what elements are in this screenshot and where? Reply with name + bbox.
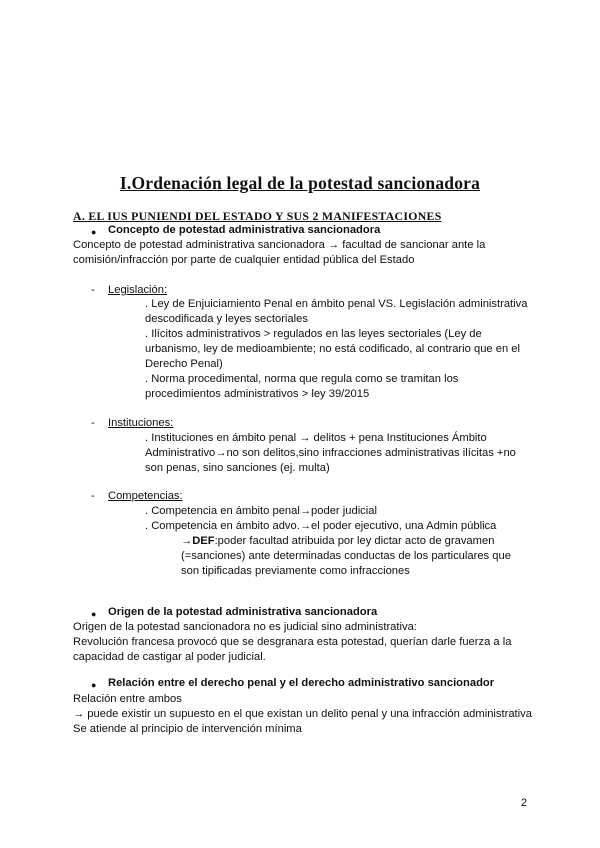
legislacion-label: Legislación: — [108, 284, 168, 296]
concepto-line: Concepto de potestad administrativa sancionadora → facultad de sancionar ante la — [73, 239, 486, 251]
instituciones-label: Instituciones: — [108, 417, 174, 429]
dash-marker: - — [91, 490, 95, 502]
legislacion-line: urbanismo, ley de medioambiente; no está codificado, al contrario que en el — [145, 343, 521, 355]
instituciones-line: son penas, sino sanciones (ej. multa) — [145, 462, 330, 474]
origen-line: Revolución francesa provocó que se desgranara esta potestad, querían darle fuerza a la — [73, 636, 512, 648]
page-title: I.Ordenación legal de la potestad sancionadora — [119, 173, 481, 193]
def-line — [181, 534, 494, 549]
relacion-heading: Relación entre el derecho penal y el derecho administrativo sancionador — [108, 677, 495, 689]
instituciones-line: Administrativo→no son delitos,sino infracciones administrativas ilícitas +no — [145, 447, 516, 459]
relacion-line: Se atiende al principio de intervención mínima — [73, 723, 302, 735]
instituciones-line: . Instituciones en ámbito penal → delitos + pena Instituciones Ámbito — [145, 432, 487, 444]
page-number: 2 — [520, 797, 527, 809]
legislacion-line: . Ilícitos administrativos > regulados en las leyes sectoriales (Ley de — [145, 328, 482, 340]
def-line: (=sanciones) ante determinadas conductas de los particulares que — [181, 550, 511, 562]
origen-heading: Origen de la potestad administrativa sancionadora — [108, 606, 378, 618]
def-prefix: →DEF — [181, 535, 215, 547]
bullet-icon: ● — [91, 227, 97, 237]
legislacion-line: procedimientos administrativos > ley 39/2015 — [145, 388, 370, 400]
bullet-icon: ● — [91, 680, 97, 690]
bullet-icon: ● — [91, 609, 97, 619]
origen-line: capacidad de castigar al poder judicial. — [73, 651, 266, 663]
origen-line: Origen de la potestad sancionadora no es judicial sino administrativa: — [73, 621, 417, 633]
relacion-line: → puede existir un supuesto en el que existan un delito penal y una infracción administrativa — [73, 708, 532, 720]
legislacion-line: . Ley de Enjuiciamiento Penal en ámbito penal VS. Legislación administrativa — [145, 298, 528, 310]
competencias-line: . Competencia en ámbito advo.→el poder ejecutivo, una Admin pública — [145, 520, 497, 532]
legislacion-line: . Norma procedimental, norma que regula como se tramitan los — [145, 373, 459, 385]
concepto-heading: Concepto de potestad administrativa sancionadora — [108, 224, 381, 236]
legislacion-line: Derecho Penal) — [145, 358, 223, 370]
concepto-line: comisión/infracción por parte de cualquier entidad pública del Estado — [73, 254, 415, 266]
competencias-label: Competencias: — [108, 490, 183, 502]
dash-marker: - — [91, 284, 95, 296]
dash-marker: - — [91, 417, 95, 429]
def-line: son tipificadas previamente como infracciones — [181, 565, 410, 577]
relacion-line: Relación entre ambos — [73, 693, 182, 705]
def-text: :poder facultad atribuida por ley dictar acto de gravamen — [214, 535, 495, 547]
legislacion-line: descodificada y leyes sectoriales — [145, 313, 308, 325]
competencias-line: . Competencia en ámbito penal→poder judicial — [145, 505, 377, 517]
section-heading-a: A. EL IUS PUNIENDI DEL ESTADO Y SUS 2 MANIFESTACIONES — [73, 209, 442, 223]
